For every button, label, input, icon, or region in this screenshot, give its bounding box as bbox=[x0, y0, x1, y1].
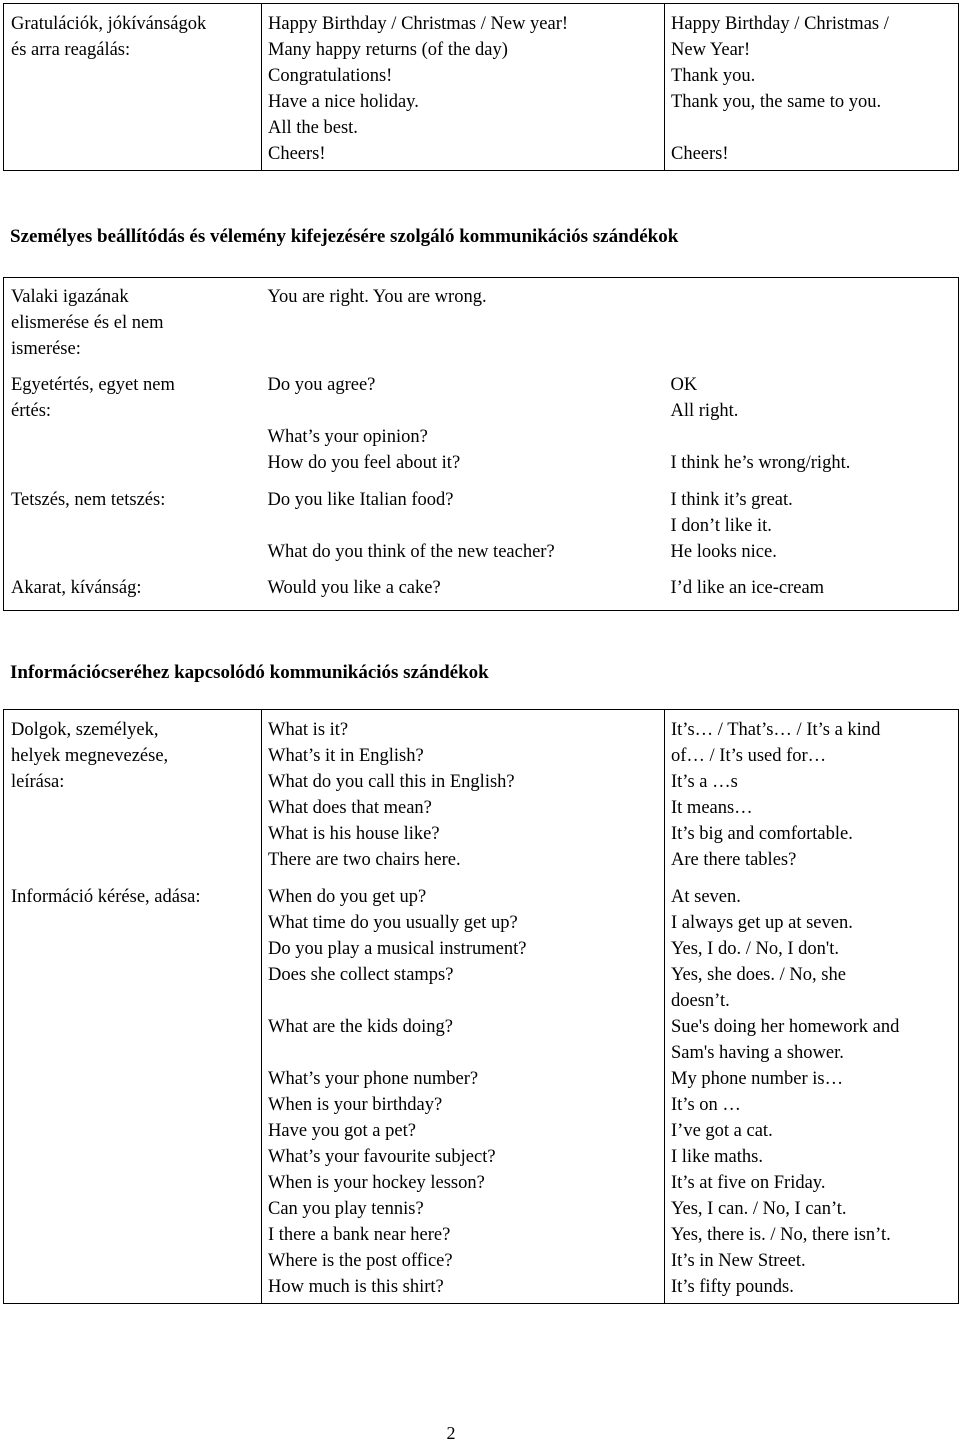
category-label-cell bbox=[4, 367, 262, 484]
category-label-line: elismerése és el nem bbox=[11, 313, 164, 333]
response-line: I think he’s wrong/right. bbox=[670, 452, 851, 473]
category-label-cell bbox=[4, 278, 262, 367]
response-line: Yes, there is. / No, there isn’t. bbox=[671, 1224, 891, 1245]
expression-line: What are the kids doing? bbox=[268, 1016, 453, 1037]
expression-line: Happy Birthday / Christmas / New year! bbox=[268, 14, 569, 34]
expression-line: What’s your favourite subject? bbox=[268, 1146, 496, 1167]
expression-line: What do you think of the new teacher? bbox=[267, 541, 555, 562]
expression-line: What time do you usually get up? bbox=[268, 912, 518, 933]
response-line: Happy Birthday / Christmas / bbox=[671, 14, 889, 34]
expression-cell bbox=[262, 484, 665, 574]
response-cell bbox=[665, 574, 959, 611]
response-line bbox=[671, 115, 958, 141]
table-row bbox=[4, 710, 959, 877]
expression-line: What’s your phone number? bbox=[268, 1068, 479, 1089]
table-row bbox=[4, 877, 959, 1304]
response-line: Yes, she does. / No, she bbox=[671, 964, 846, 985]
expression-line: I there a bank near here? bbox=[268, 1224, 451, 1245]
greetings-table bbox=[3, 3, 959, 171]
response-line: Yes, I do. / No, I don't. bbox=[671, 938, 839, 959]
response-line: I like maths. bbox=[671, 1146, 763, 1167]
expression-line: All the best. bbox=[268, 118, 358, 138]
response-line: It’s a …s bbox=[671, 772, 738, 792]
response-cell bbox=[665, 278, 959, 367]
response-line: It’s… / That’s… / It’s a kind bbox=[671, 720, 881, 740]
response-line: He looks nice. bbox=[670, 541, 777, 562]
expression-line bbox=[268, 1040, 664, 1066]
response-cell bbox=[665, 710, 959, 877]
response-line: It’s at five on Friday. bbox=[671, 1172, 826, 1193]
response-line bbox=[671, 424, 959, 450]
response-line: I’ve got a cat. bbox=[671, 1120, 773, 1141]
expression-line: Cheers! bbox=[268, 144, 326, 164]
greetings-expressions-cell bbox=[262, 4, 665, 171]
category-label-cell bbox=[4, 877, 262, 1304]
response-line: Thank you. bbox=[671, 66, 756, 86]
response-line: It means… bbox=[671, 798, 753, 818]
response-line: Sam's having a shower. bbox=[671, 1042, 844, 1063]
response-cell bbox=[665, 484, 959, 574]
table-row bbox=[4, 484, 959, 574]
greetings-label-cell bbox=[4, 4, 262, 171]
response-line: New Year! bbox=[671, 40, 751, 60]
expression-line bbox=[268, 398, 665, 424]
expression-line: Have you got a pet? bbox=[268, 1120, 416, 1141]
category-label-line: Tetszés, nem tetszés: bbox=[11, 489, 166, 510]
expression-line: Does she collect stamps? bbox=[268, 964, 454, 985]
expression-line: What do you call this in English? bbox=[268, 772, 515, 792]
expression-cell bbox=[262, 367, 665, 484]
response-line: Yes, I can. / No, I can’t. bbox=[671, 1198, 847, 1219]
expression-line: Where is the post office? bbox=[268, 1250, 453, 1271]
response-cell bbox=[665, 367, 959, 484]
expression-line: You are right. You are wrong. bbox=[267, 287, 487, 307]
expression-line: What is his house like? bbox=[268, 824, 440, 844]
expression-line: When do you get up? bbox=[268, 886, 427, 907]
category-label-cell bbox=[4, 710, 262, 877]
expression-line: Congratulations! bbox=[268, 66, 393, 86]
page-number: 2 bbox=[446, 1423, 456, 1443]
expression-cell bbox=[262, 877, 665, 1304]
response-line: I always get up at seven. bbox=[671, 912, 853, 933]
table-row bbox=[4, 574, 959, 611]
expression-line: Do you agree? bbox=[267, 374, 376, 395]
category-label-line: Egyetértés, egyet nem bbox=[11, 374, 175, 395]
response-line: doesn’t. bbox=[671, 990, 730, 1011]
table-row bbox=[4, 278, 959, 367]
category-label-line: Dolgok, személyek, bbox=[11, 720, 159, 740]
expression-line bbox=[268, 513, 665, 539]
expression-line: Would you like a cake? bbox=[267, 577, 441, 598]
response-line: I don’t like it. bbox=[670, 515, 772, 536]
expression-line: How much is this shirt? bbox=[268, 1276, 444, 1297]
table-row bbox=[4, 367, 959, 484]
information-table bbox=[3, 709, 959, 1304]
response-line: All right. bbox=[670, 400, 739, 421]
expression-line: What’s it in English? bbox=[268, 746, 424, 766]
response-line: It’s in New Street. bbox=[671, 1250, 806, 1271]
expression-cell bbox=[262, 278, 665, 367]
category-label-line: Akarat, kívánság: bbox=[11, 577, 142, 598]
expression-line: Many happy returns (of the day) bbox=[268, 40, 508, 60]
expression-line: Do you like Italian food? bbox=[267, 489, 454, 510]
category-label-line: ismerése: bbox=[11, 339, 81, 359]
response-line: It’s on … bbox=[671, 1094, 741, 1115]
category-label-line: helyek megnevezése, bbox=[11, 746, 169, 766]
expression-line: How do you feel about it? bbox=[267, 452, 461, 473]
category-label-line: és arra reagálás: bbox=[11, 40, 131, 60]
expression-line: Do you play a musical instrument? bbox=[268, 938, 527, 959]
category-label-line: értés: bbox=[11, 400, 52, 421]
expression-line: What’s your opinion? bbox=[267, 426, 428, 447]
category-label-line: Információ kérése, adása: bbox=[11, 886, 201, 907]
expression-line: When is your birthday? bbox=[268, 1094, 443, 1115]
response-line: I’d like an ice-cream bbox=[670, 577, 825, 598]
expression-line: Have a nice holiday. bbox=[268, 92, 419, 112]
response-line: At seven. bbox=[671, 886, 741, 907]
category-label-line: leírása: bbox=[11, 772, 65, 792]
greetings-responses-cell bbox=[665, 4, 959, 171]
response-line: OK bbox=[670, 374, 698, 395]
response-line: Cheers! bbox=[671, 144, 729, 164]
attitudes-table bbox=[3, 277, 959, 611]
category-label-line: Valaki igazának bbox=[11, 287, 129, 307]
expression-line: There are two chairs here. bbox=[268, 850, 461, 870]
response-cell bbox=[665, 877, 959, 1304]
response-line: It’s big and comfortable. bbox=[671, 824, 853, 844]
section-heading-information: Információcseréhez kapcsolódó kommunikációs szándékok bbox=[10, 662, 489, 683]
category-label-line: Gratulációk, jókívánságok bbox=[11, 14, 207, 34]
category-label-cell bbox=[4, 484, 262, 574]
response-line: Are there tables? bbox=[671, 850, 797, 870]
expression-line bbox=[268, 988, 664, 1014]
response-line: I think it’s great. bbox=[670, 489, 793, 510]
response-line: of… / It’s used for… bbox=[671, 746, 827, 766]
response-line: Thank you, the same to you. bbox=[671, 92, 882, 112]
expression-line: When is your hockey lesson? bbox=[268, 1172, 485, 1193]
expression-line: What does that mean? bbox=[268, 798, 432, 818]
expression-line: Can you play tennis? bbox=[268, 1198, 424, 1219]
expression-line: What is it? bbox=[268, 720, 349, 740]
category-label-cell bbox=[4, 574, 262, 611]
section-heading-attitudes: Személyes beállítódás és vélemény kifejezésére szolgáló kommunikációs szándékok bbox=[10, 226, 679, 247]
expression-cell bbox=[262, 710, 665, 877]
response-line: Sue's doing her homework and bbox=[671, 1016, 900, 1037]
expression-cell bbox=[262, 574, 665, 611]
response-line: My phone number is… bbox=[671, 1068, 844, 1089]
response-line: It’s fifty pounds. bbox=[671, 1276, 794, 1297]
